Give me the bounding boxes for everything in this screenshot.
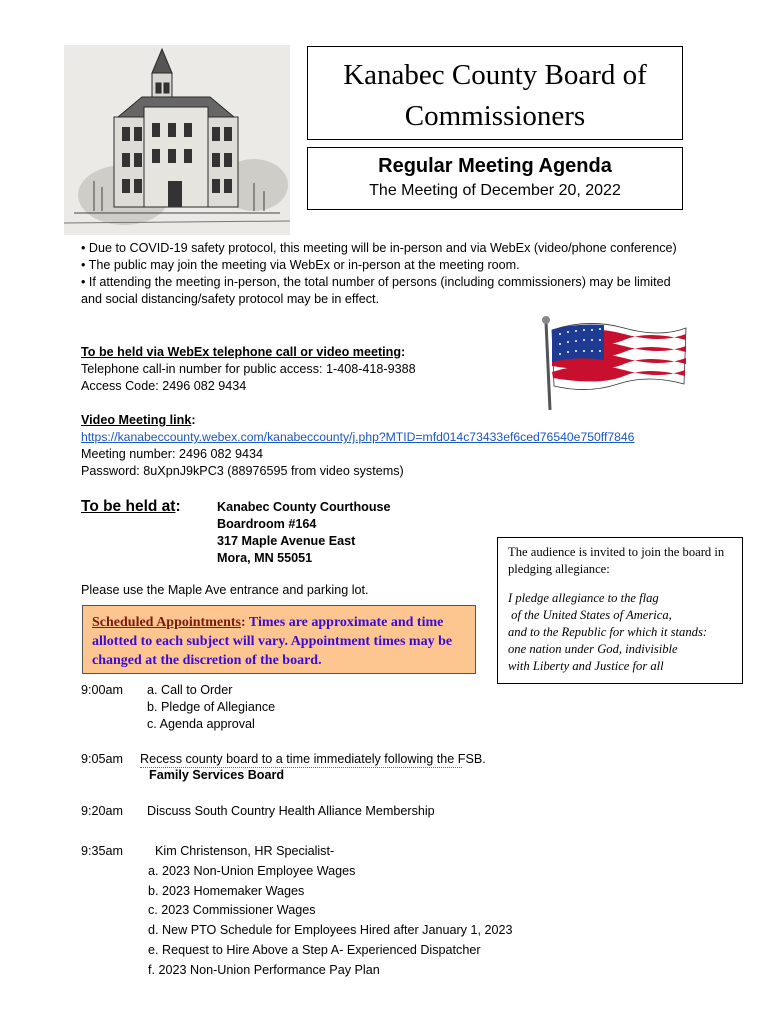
pledge-line: with Liberty and Justice for all [508,659,664,673]
meeting-date: The Meeting of December 20, 2022 [369,182,621,199]
agenda-item: a. Call to Order [147,683,233,697]
pledge-line: and to the Republic for which it stands: [508,625,708,639]
agenda-time: 9:35am [81,844,124,858]
webex-phone: Telephone call-in number for public access: 1-408-418-9388 [81,362,416,376]
webex-access-code: Access Code: 2496 082 9434 [81,379,247,393]
webex-section [81,344,541,395]
address-line: Mora, MN 55051 [217,551,313,565]
agenda-sub-heading: Family Services Board [149,768,285,782]
agenda-item: e. Request to Hire Above a Step A- Experienced Dispatcher [148,942,481,957]
agenda-item-title: Kim Christenson, HR Specialist- [155,844,335,858]
address-line: Kanabec County Courthouse [217,500,391,514]
agenda-title: Regular Meeting Agenda [378,155,612,177]
agenda-item: a. 2023 Non-Union Employee Wages [148,864,356,878]
agenda-item: d. New PTO Schedule for Employees Hired after January 1, 2023 [148,923,513,938]
agenda-time: 9:20am [81,804,124,818]
agenda-item-title: Recess county board to a time immediately following the FSB. [140,752,486,766]
appointments-box [82,605,476,674]
agenda-items [147,682,275,733]
webex-heading: To be held via WebEx telephone call or video meeting: [81,345,406,359]
address-line: Boardroom #164 [217,517,317,531]
notice-item: • The public may join the meeting via WebEx or in-person at the meeting room. [81,258,520,272]
video-password: Password: 8uXpnJ9kPC3 (88976595 from video systems) [81,464,404,478]
org-title: Kanabec County Board of Commissioners [343,59,647,132]
covid-notices [81,240,691,308]
agenda-item: b. 2023 Homemaker Wages [148,883,305,898]
agenda-item-title: Discuss South Country Health Alliance Membership [147,804,435,818]
video-section [81,412,721,480]
agenda-item: c. 2023 Commissioner Wages [148,903,316,918]
pledge-line: I pledge allegiance to the flag [508,591,659,605]
location-label: To be held at: [81,498,181,515]
agenda-time: 9:00am [81,683,124,697]
entrance-note: Please use the Maple Ave entrance and parking lot. [81,583,369,597]
pledge-text [508,590,732,675]
pledge-box [497,537,743,684]
pledge-line: one nation under God, indivisible [508,642,678,656]
american-flag-illustration [538,314,690,410]
agenda-title-box [307,147,683,210]
appointments-label: Scheduled Appointments: [92,615,246,630]
appointments-text: Times are approximate and time allotted to each subject will vary. Appointment times may be changed at the discretion of the board. [92,615,453,668]
pledge-line: of the United States of America, [508,608,672,622]
notice-item: • Due to COVID-19 safety protocol, this meeting will be in-person and via WebEx (video/phone conference) [81,241,677,255]
video-meeting-number: Meeting number: 2496 082 9434 [81,447,264,461]
notice-item: • If attending the meeting in-person, the total number of persons (including commissioners) may be limited and social distancing/safety protocol may be in effect. [81,275,671,306]
location-address [217,499,391,567]
courthouse-illustration [64,45,290,235]
address-line: 317 Maple Avenue East [217,534,356,548]
agenda-items [148,862,512,980]
video-heading: Video Meeting link: [81,413,196,427]
agenda-item: c. Agenda approval [147,717,255,731]
video-meeting-link[interactable]: https://kanabeccounty.webex.com/kanabeccounty/j.php?MTID=mfd014c73433ef6ced76540e750ff7846 [81,430,635,444]
org-title-box [307,46,683,140]
agenda-item: b. Pledge of Allegiance [147,700,276,714]
agenda-item: f. 2023 Non-Union Performance Pay Plan [148,962,380,977]
pledge-invite: The audience is invited to join the board in pledging allegiance: [508,545,725,576]
agenda-time: 9:05am [81,752,124,766]
